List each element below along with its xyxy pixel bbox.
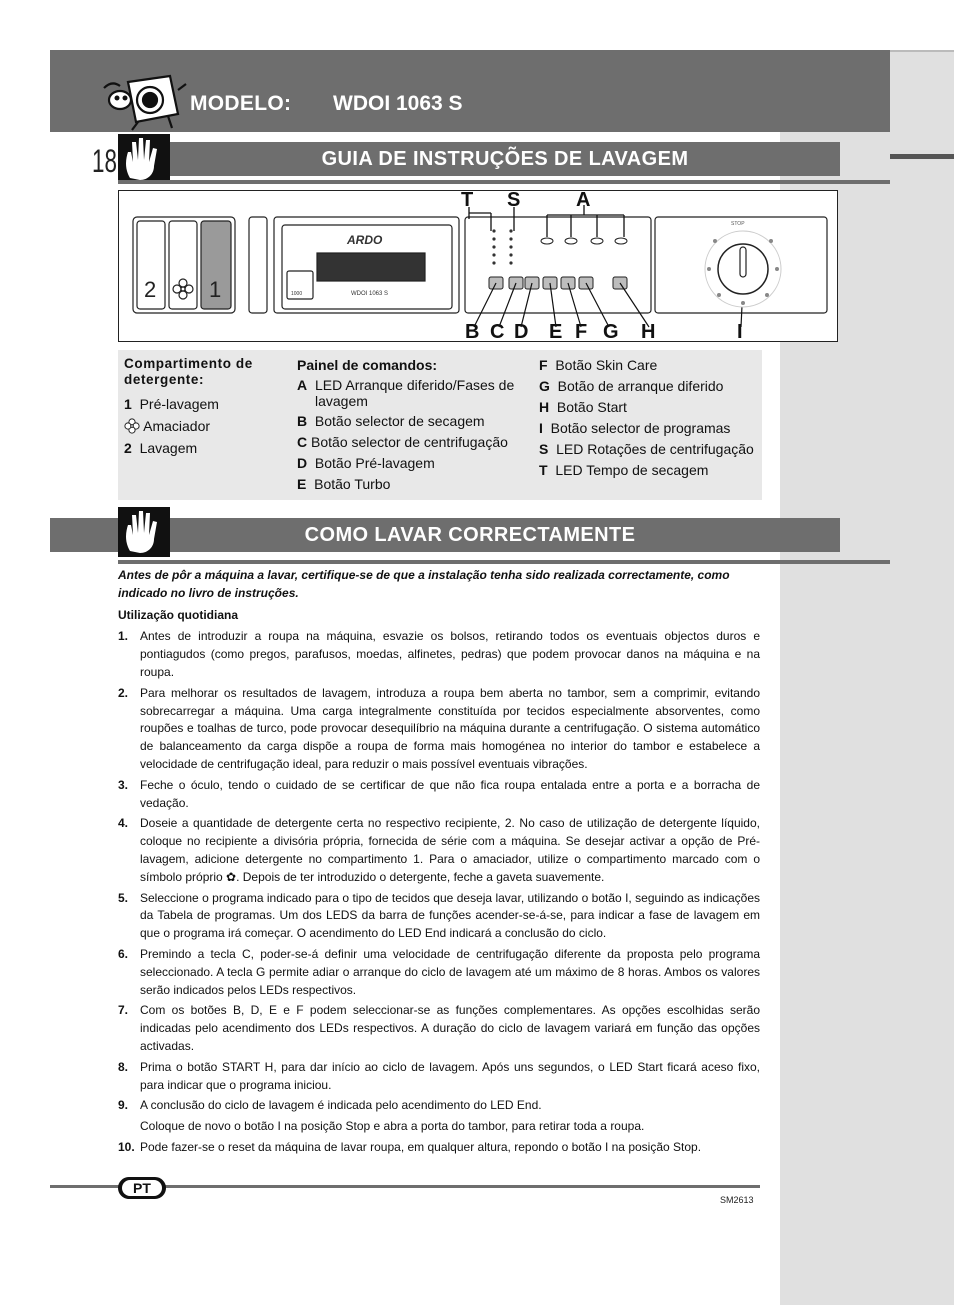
legend-item: B Botão selector de secagem (297, 413, 485, 429)
legend-item: C Botão selector de centrifugação (297, 434, 508, 450)
step-item: 8. Prima o botão START H, para dar início ao ciclo de lavagem. Após uns segundos, o LED Start ficará aceso fixo, para indicar que o programa iniciou. (118, 1059, 760, 1092)
legend-col-panel (297, 356, 525, 495)
letter-B: B (465, 321, 480, 343)
step-item: 10. Pode fazer-se o reset da máquina de lavar roupa, em qualquer altura, repondo o botão I na posição Stop. (118, 1139, 702, 1154)
language-badge (118, 1177, 166, 1199)
legend-col-buttons (539, 355, 761, 481)
step-item: 3. Feche o óculo, tendo o cuidado de se certificar de que não fica roupa entalada entre a porta e a borracha de vedação. (118, 777, 760, 810)
hand-icon-box (118, 507, 170, 557)
letter-C: C (490, 321, 505, 343)
guide-title: GUIA DE INSTRUÇÕES DE LAVAGEM (321, 148, 689, 170)
brand-logo: ARDO (347, 233, 383, 247)
letter-F: F (575, 321, 588, 343)
legend-item: A LED Arranque diferido/Fases de lavagem (297, 377, 515, 409)
legend-item: Amaciador (124, 416, 274, 437)
legend-col2-title: Painel de comandos: (297, 357, 438, 373)
step-item: 4. Doseie a quantidade de detergente certa no respectivo recipiente, 2. No caso de utilização de detergente líquido, coloque no recipiente a divisória própria, fornecida de série com a máquina. Se desejar activar a opção de Pré-lavagem, adicione detergente no compartimento 1. Para o amaciador, utilize o compartimento marcado com o símbolo próprio ✿. Depois de ter introduzido o detergente, feche a gaveta suavemente. (118, 816, 760, 884)
subheading: Utilização quotidiana (118, 607, 239, 622)
letter-I: I (737, 321, 743, 343)
letter-S: S (507, 189, 521, 211)
hand-icon (118, 507, 170, 557)
letter-A: A (576, 189, 591, 211)
letter-G: G (603, 321, 619, 343)
step-item: 2. Para melhorar os resultados de lavagem, introduza a roupa bem aberta no tambor, sem a comprimir, evitando sobrecarregar a máquina. Uma carga integralmente constituída por tecidos especialmente absorventes, como roupões e toalhas de turco, pode provocar desequilíbrio na máquina durante a centrifugação. O sistema automático de balanceamento da carga dispõe a roupa de forma mais homogénea no interior do tambor e estabelece a velocidade de centrifugação ideal, para reduzir o mais possível eventuais vibrações. (118, 685, 760, 771)
washing-machine-mascot-icon (98, 70, 188, 132)
body-text (118, 567, 760, 1160)
step-item: Coloque de novo o botão I na posição Stop e abra a porta do tambor, para retirar toda a roupa. (140, 1119, 645, 1134)
guide-underline (118, 180, 890, 184)
step-item: 7. Com os botões B, D, E e F podem seleccionar-se as funções complementares. As opções escolhidas serão indicadas pelo acendimento dos LEDs respectivos. A duração do ciclo de lavagem variará em função das opções activadas. (118, 1003, 760, 1053)
legend-item: 2 Lavagem (124, 440, 198, 456)
step-item: 9. A conclusão do ciclo de lavagem é indicada pelo acendimento do LED End. (118, 1098, 542, 1113)
letter-T: T (461, 189, 474, 211)
legend-box (118, 350, 762, 500)
spin-label: 1000 (291, 291, 303, 297)
knob-stop-label: STOP (731, 221, 745, 227)
model-label: MODELO: (190, 92, 292, 115)
legend-col-detergent (124, 356, 274, 459)
letter-E: E (549, 321, 563, 343)
letter-H: H (641, 321, 656, 343)
legend-item: E Botão Turbo (297, 476, 391, 492)
legend-item: 1 Pré-lavagem (124, 396, 219, 412)
legend-item: S LED Rotações de centrifugação (539, 441, 754, 457)
legend-col1-title: Compartimento de detergente: (124, 356, 253, 387)
wash-underline (118, 560, 890, 564)
page-number: 18 (92, 143, 117, 179)
language-badge-text: PT (122, 1180, 162, 1196)
drawer-label-2: 2 (144, 277, 157, 302)
legend-item: I Botão selector de programas (539, 420, 731, 436)
legend-item: F Botão Skin Care (539, 357, 658, 373)
legend-item: D Botão Pré-lavagem (297, 455, 435, 471)
model-value: WDOI 1063 S (333, 92, 463, 115)
hand-icon-box (118, 134, 170, 184)
step-item: 6. Premindo a tecla C, poder-se-á definir uma velocidade de centrifugação diferente da proposta pelo programa seleccionado. A tecla G permite adiar o arranque do ciclo de lavagem até um máximo de 8 horas. Ambos os valores serão indicados pelos LEDs respectivos. (118, 946, 760, 997)
intro-text: Antes de pôr a máquina a lavar, certifique-se de que a instalação tenha sido realizada correctamente, como indicado no livro de instruções. (118, 568, 730, 600)
margin-rule (890, 154, 954, 159)
model-plate: WDOI 1063 S (351, 291, 389, 297)
wash-title: COMO LAVAR CORRECTAMENTE (304, 524, 636, 546)
step-item: 5. Seleccione o programa indicado para o tipo de tecidos que deseja lavar, utilizando o botão I, seguindo as indicações da Tabela de programas. Um dos LEDS da barra de funções acender-se-á-se, para indicar a fase de lavagem em que o programa irá começar. O acendimento do LED End indicará a conclusão do ciclo. (118, 890, 760, 941)
softener-flower-icon (124, 418, 140, 434)
step-item: 1. Antes de introduzir a roupa na máquina, esvazie os bolsos, retirando todos os eventuais objectos duros e pontiagudos (como pregos, parafusos, moedas, alfinetes, pedras) que podem provocar danos na máquina e na roupa. (118, 629, 760, 679)
legend-item: H Botão Start (539, 399, 627, 415)
document-code: SM2613 (720, 1195, 754, 1205)
legend-item: T LED Tempo de secagem (539, 462, 709, 478)
legend-item: G Botão de arranque diferido (539, 378, 724, 394)
drawer-label-1: 1 (209, 277, 222, 302)
control-panel-figure (118, 190, 838, 342)
hand-icon (118, 134, 170, 184)
letter-D: D (514, 321, 529, 343)
